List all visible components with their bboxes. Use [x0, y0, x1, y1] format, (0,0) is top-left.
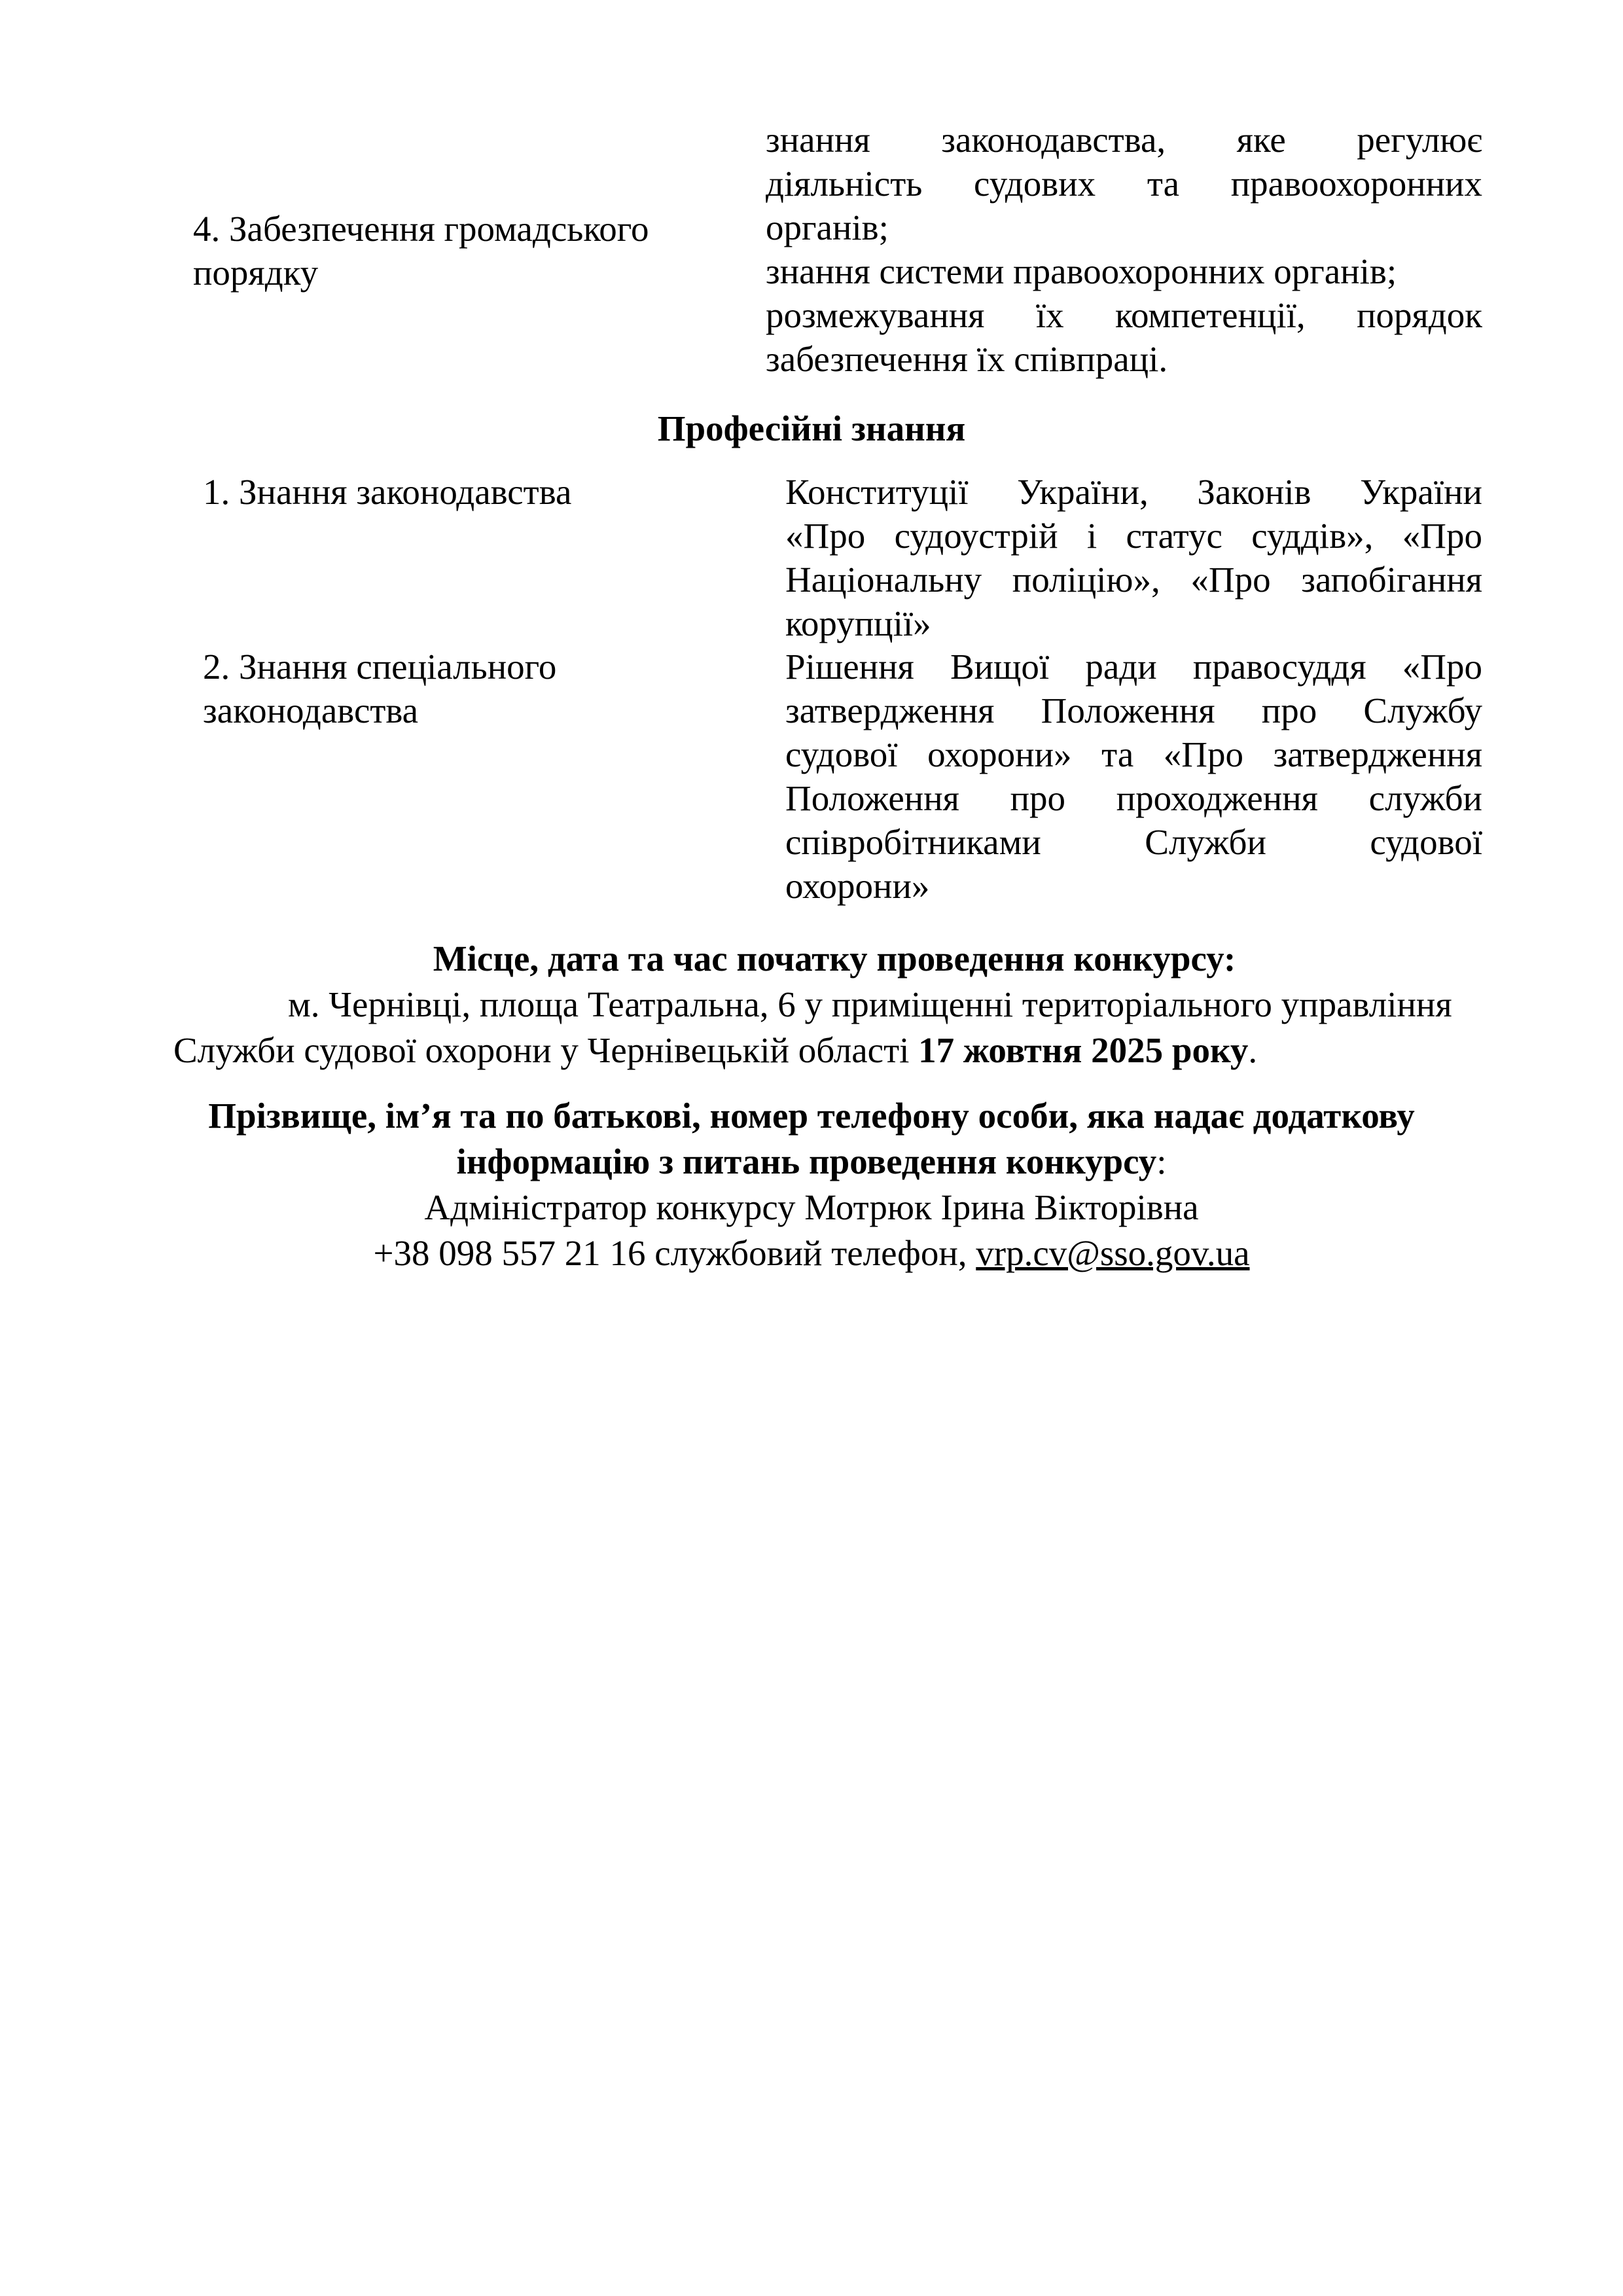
- place-address-line-1: м. Чернівці, площа Театральна, 6 у приміщенні територіального управління: [288, 984, 1452, 1024]
- prof-row-2-label-line: 2. Знання спеціального: [203, 647, 557, 687]
- row-4-content-line: органів;: [766, 207, 889, 247]
- table-row-4-label: [193, 206, 730, 294]
- prof-row-2-label: [203, 645, 746, 732]
- contact-heading: [0, 1093, 1623, 1185]
- competition-date: 17 жовтня 2025 року: [918, 1030, 1249, 1070]
- contact-phone: +38 098 557 21 16 службовий телефон,: [373, 1233, 976, 1273]
- row-4-content-line: забезпечення їх співпраці.: [766, 339, 1168, 379]
- contact-heading-line-2: [0, 1139, 1623, 1185]
- place-address-text: Служби судової охорони у Чернівецькій області: [173, 1030, 919, 1070]
- contact-email-link[interactable]: vrp.cv@sso.gov.ua: [976, 1233, 1250, 1273]
- prof-row-1-content-line: корупції»: [785, 603, 931, 643]
- row-4-content-line: розмежування їх компетенції, порядок: [766, 295, 1482, 335]
- row-4-content-line: знання законодавства, яке регулює: [766, 120, 1482, 160]
- prof-row-2-content-line: судової охорони» та «Про затвердження: [785, 734, 1482, 774]
- prof-row-1-label-line: 1. Знання законодавства: [203, 472, 572, 512]
- prof-row-1-content: [785, 470, 1482, 645]
- contact-heading-line-2-text: інформацію з питань проведення конкурсу: [456, 1141, 1157, 1181]
- contact-phone-line: [0, 1230, 1623, 1276]
- prof-row-2-content-line: охорони»: [785, 866, 930, 906]
- place-address-line-2: [173, 1028, 1257, 1073]
- place-date-heading: Місце, дата та час початку проведення конкурсу:: [433, 939, 1236, 978]
- prof-row-2-content-line: Положення про проходження служби: [785, 778, 1482, 818]
- row-4-content-line: знання системи правоохоронних органів;: [766, 251, 1397, 291]
- row-4-content-line: діяльність судових та правоохоронних: [766, 164, 1482, 204]
- contact-heading-line-1: Прізвище, ім’я та по батькові, номер телефону особи, яка надає додаткову: [208, 1096, 1415, 1136]
- table-row-4-content: [766, 118, 1482, 381]
- prof-row-2-content-line: співробітниками Служби судової: [785, 822, 1482, 862]
- contact-person: Адміністратор конкурсу Мотрюк Ірина Вікторівна: [424, 1187, 1199, 1227]
- prof-row-1-content-line: Національну поліцію», «Про запобігання: [785, 560, 1482, 600]
- contact-heading-colon: :: [1156, 1141, 1167, 1181]
- prof-row-1-content-line: Конституції України, Законів України: [785, 472, 1482, 512]
- prof-row-1-content-line: «Про судоустрій і статус суддів», «Про: [785, 516, 1482, 556]
- place-period: .: [1248, 1030, 1258, 1070]
- prof-row-2-content-line: затвердження Положення про Службу: [785, 691, 1482, 730]
- row-4-label-line-1: 4. Забезпечення громадського: [193, 209, 649, 249]
- prof-row-2-content: [785, 645, 1482, 908]
- prof-row-2-label-line: законодавства: [203, 691, 419, 730]
- professional-knowledge-heading: Професійні знання: [657, 408, 966, 448]
- prof-row-2-content-line: Рішення Вищої ради правосуддя «Про: [785, 647, 1482, 687]
- prof-row-1-label: [203, 470, 746, 514]
- row-4-label-line-2: порядку: [193, 253, 319, 293]
